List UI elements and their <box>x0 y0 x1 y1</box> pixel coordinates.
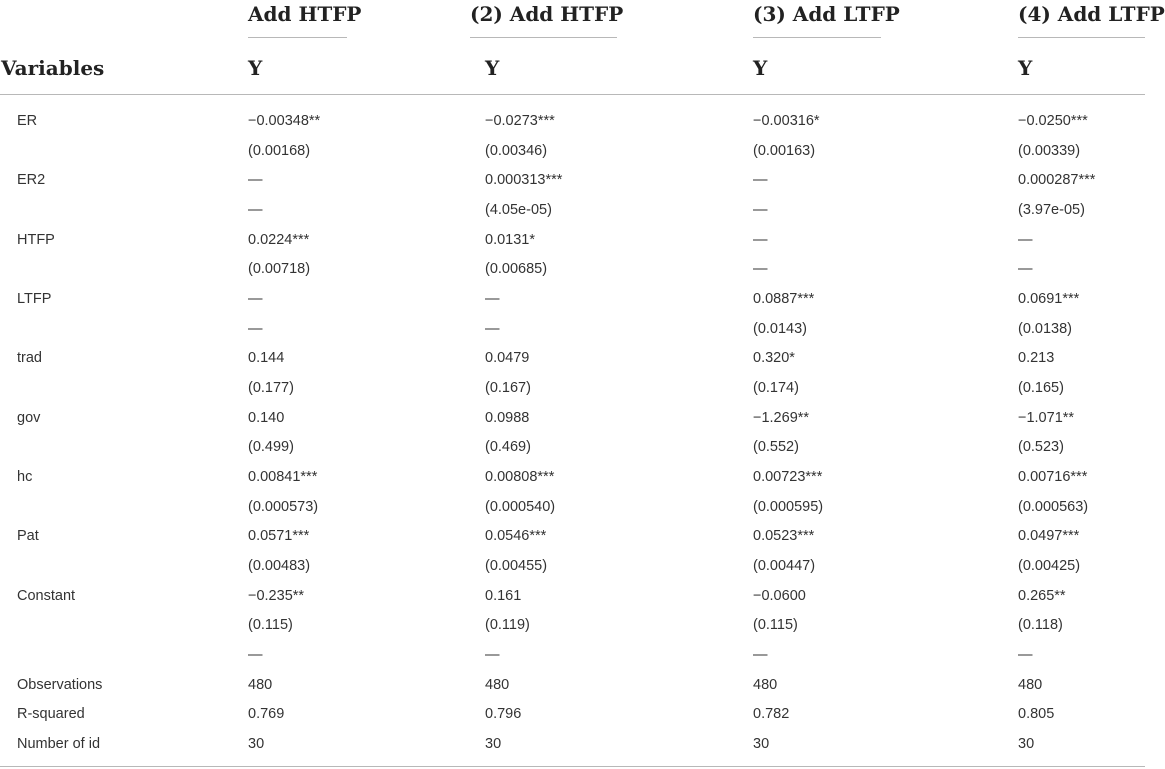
table-row <box>0 493 1145 523</box>
cell-model-4: — <box>1018 261 1033 278</box>
cell-model-1: (0.000573) <box>248 498 319 515</box>
cell-model-1: (0.115) <box>248 617 293 634</box>
column-title-underline-1 <box>248 37 347 38</box>
cell-model-3: — <box>753 202 768 218</box>
cell-model-2: 0.0546*** <box>485 528 547 545</box>
cell-model-4: (0.118) <box>1018 617 1063 634</box>
table-row <box>0 166 1145 196</box>
cell-model-2: (0.167) <box>485 379 531 396</box>
cell-model-3: −0.00316* <box>753 113 820 129</box>
cell-model-3: −1.269** <box>753 409 810 426</box>
table-row <box>0 552 1145 582</box>
cell-model-1: (0.177) <box>248 379 294 396</box>
cell-model-3: 0.00723*** <box>753 468 823 485</box>
cell-model-1: (0.00168) <box>248 142 311 159</box>
column-title-underline-3 <box>753 37 881 38</box>
table-row <box>0 374 1145 404</box>
cell-model-4: 0.213 <box>1018 350 1055 367</box>
cell-model-2: (0.00455) <box>485 557 548 574</box>
cell-model-2: (0.000540) <box>485 498 556 515</box>
cell-model-2: 0.0988 <box>485 409 530 426</box>
cell-model-1: — <box>248 172 263 189</box>
table-row <box>0 137 1145 167</box>
cell-model-2: — <box>485 291 500 307</box>
cell-model-2: — <box>485 320 500 337</box>
table-row <box>0 315 1145 345</box>
row-label: hc <box>17 468 33 485</box>
cell-model-3: — <box>753 231 768 248</box>
cell-model-3: (0.174) <box>753 379 799 396</box>
row-label: ER2 <box>17 172 46 189</box>
row-label: HTFP <box>17 231 55 248</box>
cell-model-2: (4.05e-05) <box>485 202 552 218</box>
cell-model-4: (0.523) <box>1018 439 1064 456</box>
cell-model-4: 30 <box>1018 735 1035 752</box>
column-title-underline-4 <box>1018 37 1145 38</box>
cell-model-3: −0.0600 <box>753 587 806 604</box>
cell-model-2: 0.0131* <box>485 231 535 248</box>
cell-model-1: — <box>248 202 263 218</box>
cell-model-2: — <box>485 646 500 663</box>
table-row <box>0 433 1145 463</box>
cell-model-2: (0.00685) <box>485 261 548 278</box>
cell-model-2: 0.00808*** <box>485 468 555 485</box>
table-row <box>0 344 1145 374</box>
cell-model-3: (0.000595) <box>753 498 824 515</box>
row-label: R-squared <box>17 706 85 723</box>
cell-model-4: 0.265** <box>1018 587 1066 604</box>
cell-model-1: 0.769 <box>248 706 285 723</box>
row-label: Number of id <box>17 735 101 752</box>
cell-model-4: −0.0250*** <box>1018 113 1088 129</box>
cell-model-1: 0.144 <box>248 350 285 367</box>
table-row <box>0 463 1145 493</box>
cell-model-2: 0.796 <box>485 706 522 723</box>
dependent-var-3: Y <box>753 56 768 80</box>
column-title-4: (4) Add LTFP <box>1018 2 1165 26</box>
cell-model-1: (0.00483) <box>248 557 311 574</box>
column-title-1: Add HTFP <box>248 2 362 26</box>
cell-model-2: (0.469) <box>485 439 531 456</box>
cell-model-4: (0.0138) <box>1018 320 1073 337</box>
cell-model-1: 0.140 <box>248 409 285 426</box>
cell-model-2: 0.0479 <box>485 350 530 367</box>
cell-model-2: (0.00346) <box>485 142 548 159</box>
cell-model-3: (0.115) <box>753 617 798 634</box>
cell-model-2: (0.119) <box>485 617 530 634</box>
cell-model-1: — <box>248 291 263 307</box>
cell-model-3: 30 <box>753 735 770 752</box>
cell-model-4: (3.97e-05) <box>1018 202 1085 218</box>
bottom-rule <box>0 766 1145 767</box>
cell-model-1: 0.0224*** <box>248 231 310 248</box>
cell-model-1: 0.00841*** <box>248 468 318 485</box>
cell-model-4: (0.00339) <box>1018 142 1081 159</box>
table-row <box>0 700 1145 730</box>
cell-model-3: (0.00163) <box>753 142 816 159</box>
cell-model-3: 0.782 <box>753 706 790 723</box>
table-row <box>0 730 1145 760</box>
cell-model-3: (0.00447) <box>753 557 816 574</box>
cell-model-1: (0.00718) <box>248 261 311 278</box>
table-row <box>0 255 1145 285</box>
cell-model-3: 0.320* <box>753 350 795 367</box>
cell-model-3: — <box>753 261 768 278</box>
cell-model-4: (0.00425) <box>1018 557 1081 574</box>
cell-model-1: −0.00348** <box>248 113 321 129</box>
column-title-2: (2) Add HTFP <box>470 2 624 26</box>
dependent-var-1: Y <box>248 56 263 80</box>
row-label: trad <box>17 350 42 367</box>
cell-model-3: (0.0143) <box>753 320 808 337</box>
cell-model-2: 0.161 <box>485 587 522 604</box>
table-row <box>0 582 1145 612</box>
cell-model-3: — <box>753 172 768 189</box>
cell-model-2: 30 <box>485 735 502 752</box>
table-row <box>0 196 1145 226</box>
row-label: LTFP <box>17 291 52 307</box>
row-label: Pat <box>17 528 39 545</box>
cell-model-1: — <box>248 646 263 663</box>
cell-model-4: 0.0497*** <box>1018 528 1080 545</box>
cell-model-1: 0.0571*** <box>248 528 310 545</box>
header-rule <box>0 94 1145 95</box>
table-row <box>0 641 1145 671</box>
cell-model-2: 0.000313*** <box>485 172 563 189</box>
cell-model-2: 480 <box>485 676 510 693</box>
cell-model-2: −0.0273*** <box>485 113 555 129</box>
cell-model-1: — <box>248 320 263 337</box>
cell-model-4: 0.000287*** <box>1018 172 1096 189</box>
dependent-var-4: Y <box>1018 56 1033 80</box>
cell-model-4: (0.165) <box>1018 379 1064 396</box>
variables-header: Variables <box>1 56 105 80</box>
cell-model-4: −1.071** <box>1018 409 1075 426</box>
cell-model-3: 0.0887*** <box>753 291 815 307</box>
table-row <box>0 404 1145 434</box>
cell-model-4: 0.00716*** <box>1018 468 1088 485</box>
row-label: Observations <box>17 676 103 693</box>
dependent-var-2: Y <box>485 56 500 80</box>
cell-model-3: (0.552) <box>753 439 799 456</box>
cell-model-4: (0.000563) <box>1018 498 1089 515</box>
cell-model-1: (0.499) <box>248 439 294 456</box>
cell-model-1: 30 <box>248 735 265 752</box>
row-label: gov <box>17 409 41 426</box>
column-title-underline-2 <box>470 37 617 38</box>
table-row <box>0 611 1145 641</box>
column-title-3: (3) Add LTFP <box>753 2 900 26</box>
cell-model-4: — <box>1018 646 1033 663</box>
table-row <box>0 671 1145 701</box>
cell-model-3: 0.0523*** <box>753 528 815 545</box>
cell-model-4: — <box>1018 231 1033 248</box>
row-label: ER <box>17 113 38 129</box>
row-label: Constant <box>17 587 76 604</box>
cell-model-3: — <box>753 646 768 663</box>
cell-model-1: 480 <box>248 676 273 693</box>
table-row <box>0 522 1145 552</box>
table-row <box>0 226 1145 256</box>
cell-model-4: 0.805 <box>1018 706 1055 723</box>
table-row <box>0 107 1145 137</box>
table-row <box>0 285 1145 315</box>
cell-model-3: 480 <box>753 676 778 693</box>
cell-model-4: 0.0691*** <box>1018 291 1080 307</box>
cell-model-1: −0.235** <box>248 587 305 604</box>
cell-model-4: 480 <box>1018 676 1043 693</box>
